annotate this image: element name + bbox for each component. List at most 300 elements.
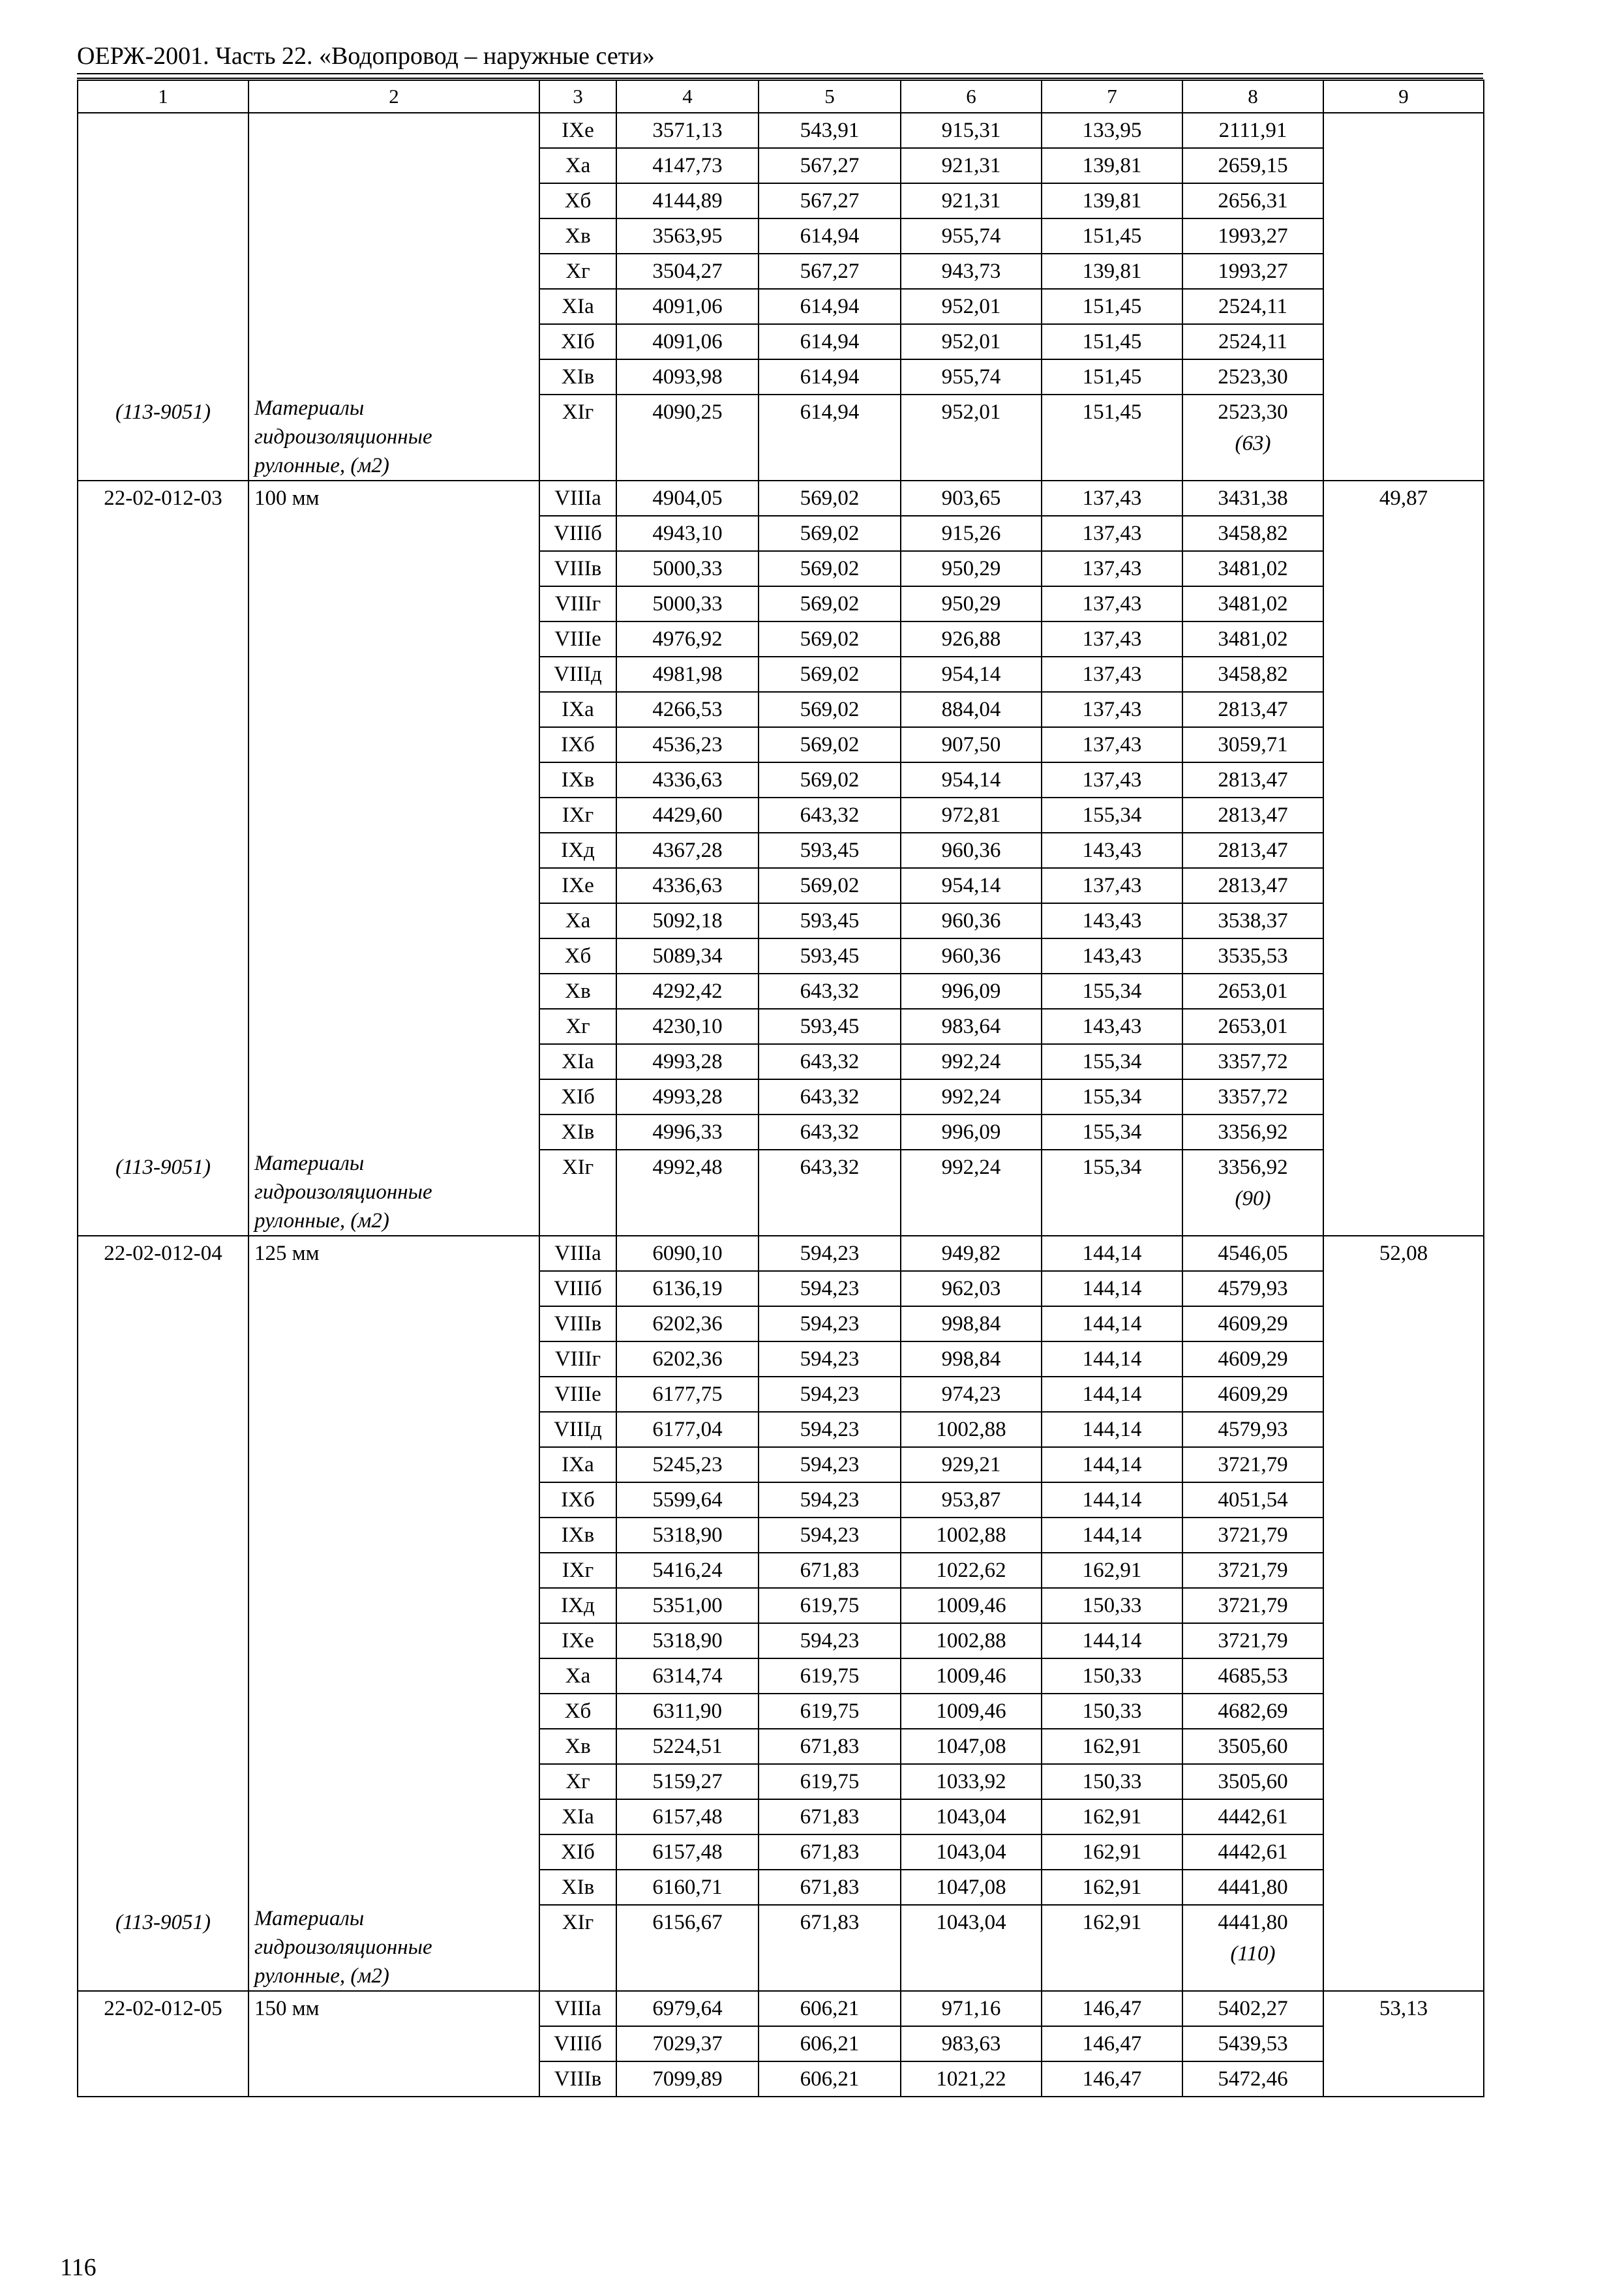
value-cell: 606,21 xyxy=(759,2061,901,2097)
value-cell: 3721,79 xyxy=(1182,1588,1323,1623)
column-header: 9 xyxy=(1323,80,1484,113)
work-name-cell xyxy=(248,1236,539,1991)
value-cell: 151,45 xyxy=(1042,324,1182,359)
value-cell: 543,91 xyxy=(759,113,901,148)
value-cell: 671,83 xyxy=(759,1834,901,1870)
value-cell: 6157,48 xyxy=(616,1799,759,1834)
value-cell: 1009,46 xyxy=(901,1694,1042,1729)
region-cell: Xа xyxy=(539,903,616,938)
value-cell: 567,27 xyxy=(759,148,901,183)
value-cell: 144,14 xyxy=(1042,1482,1182,1518)
value-cell: 133,95 xyxy=(1042,113,1182,148)
value-cell: 151,45 xyxy=(1042,395,1182,481)
value-cell: 144,14 xyxy=(1042,1412,1182,1447)
value-cell: 3357,72 xyxy=(1182,1079,1323,1115)
value-cell: 137,43 xyxy=(1042,551,1182,586)
value-cell: 3481,02 xyxy=(1182,621,1323,657)
value-cell: 950,29 xyxy=(901,551,1042,586)
value-cell: 619,75 xyxy=(759,1588,901,1623)
table-row xyxy=(78,1236,1484,1271)
value-cell: 2813,47 xyxy=(1182,692,1323,727)
value-cell: 954,14 xyxy=(901,762,1042,798)
value-cell: 155,34 xyxy=(1042,1044,1182,1079)
value-cell: 1043,04 xyxy=(901,1799,1042,1834)
labor-cost-cell: 49,87 xyxy=(1323,481,1484,1236)
value-cell: 150,33 xyxy=(1042,1764,1182,1799)
value-cell: 2813,47 xyxy=(1182,762,1323,798)
region-cell: IXв xyxy=(539,762,616,798)
value-cell: 4981,98 xyxy=(616,657,759,692)
region-cell: Xа xyxy=(539,148,616,183)
value-cell: 6136,19 xyxy=(616,1271,759,1306)
value-cell: 671,83 xyxy=(759,1553,901,1588)
value-cell: 569,02 xyxy=(759,586,901,621)
column-header: 4 xyxy=(616,80,759,113)
value-cell: 6314,74 xyxy=(616,1658,759,1694)
value-cell: 5472,46 xyxy=(1182,2061,1323,2097)
value-cell: 3571,13 xyxy=(616,113,759,148)
value-cell: 137,43 xyxy=(1042,762,1182,798)
value-cell: 593,45 xyxy=(759,833,901,868)
region-cell: Xг xyxy=(539,1009,616,1044)
value-cell: 1022,62 xyxy=(901,1553,1042,1588)
value-cell: 1993,27 xyxy=(1182,254,1323,289)
value-cell: 144,14 xyxy=(1042,1377,1182,1412)
price-table xyxy=(77,80,1484,2097)
value-cell: 614,94 xyxy=(759,324,901,359)
value-cell: 619,75 xyxy=(759,1764,901,1799)
region-cell: VIIIд xyxy=(539,1412,616,1447)
region-cell: VIIIа xyxy=(539,1236,616,1271)
value-cell: 4147,73 xyxy=(616,148,759,183)
value-cell: 996,09 xyxy=(901,1115,1042,1150)
region-cell: Xв xyxy=(539,974,616,1009)
region-cell: IXб xyxy=(539,727,616,762)
region-cell: Xб xyxy=(539,938,616,974)
material-code: (113-9051) xyxy=(115,400,211,424)
value-cell: 2813,47 xyxy=(1182,868,1323,903)
value-cell: 952,01 xyxy=(901,289,1042,324)
region-cell: VIIIб xyxy=(539,1271,616,1306)
value-cell-text: 3356,92 xyxy=(1218,1156,1288,1179)
value-cell: 6979,64 xyxy=(616,1991,759,2026)
value-cell: 4336,63 xyxy=(616,762,759,798)
rate-code-cell xyxy=(78,1991,248,2097)
value-cell: 144,14 xyxy=(1042,1447,1182,1482)
value-cell: 998,84 xyxy=(901,1306,1042,1341)
value-cell: 2813,47 xyxy=(1182,833,1323,868)
region-cell: Xг xyxy=(539,1764,616,1799)
region-cell: IXа xyxy=(539,1447,616,1482)
value-cell: 955,74 xyxy=(901,218,1042,254)
value-cell: 1047,08 xyxy=(901,1729,1042,1764)
value-cell: 3356,92 xyxy=(1182,1115,1323,1150)
value-cell: 137,43 xyxy=(1042,692,1182,727)
rate-code-cell xyxy=(78,113,248,481)
value-cell: 6311,90 xyxy=(616,1694,759,1729)
value-cell: 4996,33 xyxy=(616,1115,759,1150)
value-cell: 143,43 xyxy=(1042,938,1182,974)
region-cell: VIIIе xyxy=(539,621,616,657)
value-cell: 960,36 xyxy=(901,903,1042,938)
work-name-cell xyxy=(248,481,539,1236)
value-cell: 594,23 xyxy=(759,1623,901,1658)
value-cell: 139,81 xyxy=(1042,148,1182,183)
region-cell: IXг xyxy=(539,798,616,833)
value-cell: 4336,63 xyxy=(616,868,759,903)
value-cell: 614,94 xyxy=(759,218,901,254)
value-cell: 4579,93 xyxy=(1182,1271,1323,1306)
region-cell: VIIIа xyxy=(539,481,616,516)
region-cell: IXа xyxy=(539,692,616,727)
region-cell: IXб xyxy=(539,1482,616,1518)
material-name: Материалы гидроизоляционные рулонные, (м2) xyxy=(254,1152,432,1233)
value-cell: 144,14 xyxy=(1042,1306,1182,1341)
value-cell: 151,45 xyxy=(1042,359,1182,395)
value-cell: 619,75 xyxy=(759,1694,901,1729)
region-cell: Xа xyxy=(539,1658,616,1694)
region-cell: XIв xyxy=(539,1870,616,1905)
value-cell: 1009,46 xyxy=(901,1588,1042,1623)
region-cell: IXд xyxy=(539,1588,616,1623)
value-cell: 4091,06 xyxy=(616,324,759,359)
value-cell: 4579,93 xyxy=(1182,1412,1323,1447)
region-cell: VIIIб xyxy=(539,2026,616,2061)
column-header: 6 xyxy=(901,80,1042,113)
value-cell: 952,01 xyxy=(901,395,1042,481)
value-cell: 4685,53 xyxy=(1182,1658,1323,1694)
value-cell: 992,24 xyxy=(901,1150,1042,1236)
value-cell: 1021,22 xyxy=(901,2061,1042,2097)
value-cell: 162,91 xyxy=(1042,1834,1182,1870)
value-cell: 671,83 xyxy=(759,1905,901,1991)
value-cell: 955,74 xyxy=(901,359,1042,395)
material-name: Материалы гидроизоляционные рулонные, (м2) xyxy=(254,396,432,477)
value-cell: 594,23 xyxy=(759,1306,901,1341)
value-cell: 2524,11 xyxy=(1182,289,1323,324)
value-cell: 162,91 xyxy=(1042,1870,1182,1905)
value-cell: 2653,01 xyxy=(1182,1009,1323,1044)
value-cell: 960,36 xyxy=(901,833,1042,868)
value-cell: 4091,06 xyxy=(616,289,759,324)
value-cell: 5224,51 xyxy=(616,1729,759,1764)
value-cell: 139,81 xyxy=(1042,254,1182,289)
value-cell: 146,47 xyxy=(1042,2061,1182,2097)
value-cell: 1047,08 xyxy=(901,1870,1042,1905)
value-cell: 569,02 xyxy=(759,657,901,692)
value-cell: 5092,18 xyxy=(616,903,759,938)
value-cell: 593,45 xyxy=(759,1009,901,1044)
value-cell: 144,14 xyxy=(1042,1271,1182,1306)
header-rule xyxy=(77,78,1483,79)
value-cell: 6177,75 xyxy=(616,1377,759,1412)
rate-code: 22-02-012-03 xyxy=(104,486,222,510)
material-code: (113-9051) xyxy=(115,1156,211,1179)
region-cell: IXв xyxy=(539,1518,616,1553)
value-cell: 3504,27 xyxy=(616,254,759,289)
value-cell: 155,34 xyxy=(1042,1150,1182,1236)
value-cell: 150,33 xyxy=(1042,1588,1182,1623)
value-cell-text: 4441,80 xyxy=(1218,1911,1288,1934)
value-cell: 4992,48 xyxy=(616,1150,759,1236)
value-cell: 567,27 xyxy=(759,254,901,289)
value-cell: 137,43 xyxy=(1042,657,1182,692)
region-cell: XIб xyxy=(539,324,616,359)
value-cell: 144,14 xyxy=(1042,1518,1182,1553)
value-cell: 3458,82 xyxy=(1182,657,1323,692)
value-cell: 137,43 xyxy=(1042,727,1182,762)
value-cell: 4904,05 xyxy=(616,481,759,516)
value-cell: 6160,71 xyxy=(616,1870,759,1905)
table-row xyxy=(78,113,1484,148)
value-cell: 614,94 xyxy=(759,359,901,395)
value-cell: 594,23 xyxy=(759,1271,901,1306)
value-cell: 960,36 xyxy=(901,938,1042,974)
value-cell: 671,83 xyxy=(759,1870,901,1905)
value-cell: 4090,25 xyxy=(616,395,759,481)
region-cell: Xг xyxy=(539,254,616,289)
value-cell: 619,75 xyxy=(759,1658,901,1694)
region-cell: VIIIв xyxy=(539,551,616,586)
region-cell: XIв xyxy=(539,359,616,395)
value-cell: 6202,36 xyxy=(616,1306,759,1341)
value-cell: 3538,37 xyxy=(1182,903,1323,938)
material-name: Материалы гидроизоляционные рулонные, (м2) xyxy=(254,1907,432,1988)
value-cell: 950,29 xyxy=(901,586,1042,621)
value-cell: 921,31 xyxy=(901,183,1042,218)
value-cell: 643,32 xyxy=(759,1150,901,1236)
value-cell: 992,24 xyxy=(901,1044,1042,1079)
table-row xyxy=(78,1991,1484,2026)
value-cell: 569,02 xyxy=(759,727,901,762)
value-cell: 4536,23 xyxy=(616,727,759,762)
value-cell: 5159,27 xyxy=(616,1764,759,1799)
region-cell: IXд xyxy=(539,833,616,868)
region-cell: VIIIб xyxy=(539,516,616,551)
value-cell: 4093,98 xyxy=(616,359,759,395)
value-cell: 4976,92 xyxy=(616,621,759,657)
value-cell: 569,02 xyxy=(759,762,901,798)
value-cell: 569,02 xyxy=(759,692,901,727)
value-cell: 4609,29 xyxy=(1182,1341,1323,1377)
column-header: 3 xyxy=(539,80,616,113)
value-cell: 3721,79 xyxy=(1182,1447,1323,1482)
value-cell: 155,34 xyxy=(1042,1115,1182,1150)
value-cell: 137,43 xyxy=(1042,481,1182,516)
value-cell: 3481,02 xyxy=(1182,586,1323,621)
value-cell: 155,34 xyxy=(1042,1079,1182,1115)
value-cell: 137,43 xyxy=(1042,621,1182,657)
value-cell: 4429,60 xyxy=(616,798,759,833)
page-number: 116 xyxy=(60,2254,97,2281)
value-cell: 155,34 xyxy=(1042,974,1182,1009)
value-cell: 594,23 xyxy=(759,1482,901,1518)
value-cell: 971,16 xyxy=(901,1991,1042,2026)
region-cell: IXе xyxy=(539,1623,616,1658)
value-cell: 7029,37 xyxy=(616,2026,759,2061)
value-cell: 162,91 xyxy=(1042,1553,1182,1588)
labor-cost-cell: 52,08 xyxy=(1323,1236,1484,1991)
value-cell: 4367,28 xyxy=(616,833,759,868)
column-header: 2 xyxy=(248,80,539,113)
value-cell: 1002,88 xyxy=(901,1623,1042,1658)
value-cell: 4546,05 xyxy=(1182,1236,1323,1271)
value-cell: 1002,88 xyxy=(901,1518,1042,1553)
value-cell: 998,84 xyxy=(901,1341,1042,1377)
value-cell: 5416,24 xyxy=(616,1553,759,1588)
region-cell: XIг xyxy=(539,1905,616,1991)
value-cell: 4144,89 xyxy=(616,183,759,218)
value-cell: 929,21 xyxy=(901,1447,1042,1482)
value-cell: 643,32 xyxy=(759,798,901,833)
work-name: 150 мм xyxy=(254,1997,320,2020)
value-cell: 614,94 xyxy=(759,289,901,324)
value-cell: 4993,28 xyxy=(616,1044,759,1079)
value-cell: 4442,61 xyxy=(1182,1799,1323,1834)
value-cell: 983,64 xyxy=(901,1009,1042,1044)
value-cell: 5318,90 xyxy=(616,1518,759,1553)
value-cell: 671,83 xyxy=(759,1799,901,1834)
value-cell: 4266,53 xyxy=(616,692,759,727)
value-cell: 4442,61 xyxy=(1182,1834,1323,1870)
value-cell: 974,23 xyxy=(901,1377,1042,1412)
value-cell: 1033,92 xyxy=(901,1764,1042,1799)
region-cell: Xб xyxy=(539,1694,616,1729)
value-cell: 1009,46 xyxy=(901,1658,1042,1694)
value-cell: 3721,79 xyxy=(1182,1518,1323,1553)
value-cell: 143,43 xyxy=(1042,903,1182,938)
value-cell: 3357,72 xyxy=(1182,1044,1323,1079)
value-cell: 954,14 xyxy=(901,657,1042,692)
value-cell: 915,26 xyxy=(901,516,1042,551)
value-cell: 643,32 xyxy=(759,1044,901,1079)
value-cell: 144,14 xyxy=(1042,1341,1182,1377)
value-cell: 5000,33 xyxy=(616,586,759,621)
value-cell: 143,43 xyxy=(1042,1009,1182,1044)
value-cell: 4609,29 xyxy=(1182,1377,1323,1412)
region-cell: IXг xyxy=(539,1553,616,1588)
value-cell: 593,45 xyxy=(759,903,901,938)
value-cell: 569,02 xyxy=(759,516,901,551)
value-cell: 3535,53 xyxy=(1182,938,1323,974)
region-cell: VIIIв xyxy=(539,1306,616,1341)
value-cell: 151,45 xyxy=(1042,289,1182,324)
region-cell: IXе xyxy=(539,113,616,148)
region-cell: XIг xyxy=(539,1150,616,1236)
value-cell: 926,88 xyxy=(901,621,1042,657)
value-cell: 671,83 xyxy=(759,1729,901,1764)
work-name: 100 мм xyxy=(254,486,320,510)
value-cell: 983,63 xyxy=(901,2026,1042,2061)
value-cell: 6202,36 xyxy=(616,1341,759,1377)
value-cell: 162,91 xyxy=(1042,1799,1182,1834)
value-cell: 144,14 xyxy=(1042,1623,1182,1658)
value-cell: 593,45 xyxy=(759,938,901,974)
value-cell: 643,32 xyxy=(759,1115,901,1150)
material-quantity: (63) xyxy=(1235,432,1271,455)
material-quantity: (90) xyxy=(1235,1187,1271,1210)
value-cell: 606,21 xyxy=(759,2026,901,2061)
value-cell: 137,43 xyxy=(1042,586,1182,621)
value-cell: 5318,90 xyxy=(616,1623,759,1658)
table-body xyxy=(78,80,1484,2097)
value-cell: 6157,48 xyxy=(616,1834,759,1870)
value-cell: 137,43 xyxy=(1042,868,1182,903)
work-name: 125 мм xyxy=(254,1242,320,1265)
region-cell: VIIIа xyxy=(539,1991,616,2026)
region-cell: XIа xyxy=(539,1044,616,1079)
value-cell: 5089,34 xyxy=(616,938,759,974)
value-cell: 996,09 xyxy=(901,974,1042,1009)
value-cell: 2656,31 xyxy=(1182,183,1323,218)
value-cell: 5402,27 xyxy=(1182,1991,1323,2026)
value-cell: 921,31 xyxy=(901,148,1042,183)
table-row xyxy=(78,481,1484,516)
region-cell: Xб xyxy=(539,183,616,218)
column-header: 1 xyxy=(78,80,248,113)
rate-code: 22-02-012-04 xyxy=(104,1242,222,1265)
value-cell: 162,91 xyxy=(1042,1905,1182,1991)
value-cell: 4292,42 xyxy=(616,974,759,1009)
region-cell: XIа xyxy=(539,289,616,324)
value-cell-text: 2523,30 xyxy=(1218,400,1288,424)
value-cell: 949,82 xyxy=(901,1236,1042,1271)
value-cell: 915,31 xyxy=(901,113,1042,148)
region-cell: XIб xyxy=(539,1834,616,1870)
region-cell: XIг xyxy=(539,395,616,481)
value-cell: 953,87 xyxy=(901,1482,1042,1518)
labor-cost-cell: 53,13 xyxy=(1323,1991,1484,2097)
value-cell: 567,27 xyxy=(759,183,901,218)
value-cell: 569,02 xyxy=(759,481,901,516)
value-cell: 594,23 xyxy=(759,1341,901,1377)
value-cell: 903,65 xyxy=(901,481,1042,516)
value-cell: 594,23 xyxy=(759,1412,901,1447)
value-cell: 155,34 xyxy=(1042,798,1182,833)
value-cell xyxy=(1182,1150,1323,1236)
value-cell: 594,23 xyxy=(759,1377,901,1412)
page-header-title: ОЕРЖ-2001. Часть 22. «Водопровод – наружные сети» xyxy=(77,42,655,70)
column-header: 8 xyxy=(1182,80,1323,113)
rate-code-cell xyxy=(78,481,248,1236)
value-cell: 952,01 xyxy=(901,324,1042,359)
region-cell: VIIIв xyxy=(539,2061,616,2097)
value-cell: 146,47 xyxy=(1042,2026,1182,2061)
value-cell: 3458,82 xyxy=(1182,516,1323,551)
value-cell: 2659,15 xyxy=(1182,148,1323,183)
value-cell: 2523,30 xyxy=(1182,359,1323,395)
work-name-cell xyxy=(248,113,539,481)
value-cell: 3481,02 xyxy=(1182,551,1323,586)
region-cell: IXе xyxy=(539,868,616,903)
value-cell: 150,33 xyxy=(1042,1658,1182,1694)
value-cell: 594,23 xyxy=(759,1518,901,1553)
value-cell: 569,02 xyxy=(759,621,901,657)
value-cell: 3505,60 xyxy=(1182,1729,1323,1764)
region-cell: XIб xyxy=(539,1079,616,1115)
value-cell: 5599,64 xyxy=(616,1482,759,1518)
value-cell: 6156,67 xyxy=(616,1905,759,1991)
value-cell: 6177,04 xyxy=(616,1412,759,1447)
value-cell xyxy=(1182,1905,1323,1991)
region-cell: Xв xyxy=(539,218,616,254)
region-cell: XIв xyxy=(539,1115,616,1150)
value-cell: 643,32 xyxy=(759,974,901,1009)
material-quantity: (110) xyxy=(1230,1942,1276,1966)
column-header: 5 xyxy=(759,80,901,113)
header-rule xyxy=(77,73,1483,74)
value-cell: 643,32 xyxy=(759,1079,901,1115)
